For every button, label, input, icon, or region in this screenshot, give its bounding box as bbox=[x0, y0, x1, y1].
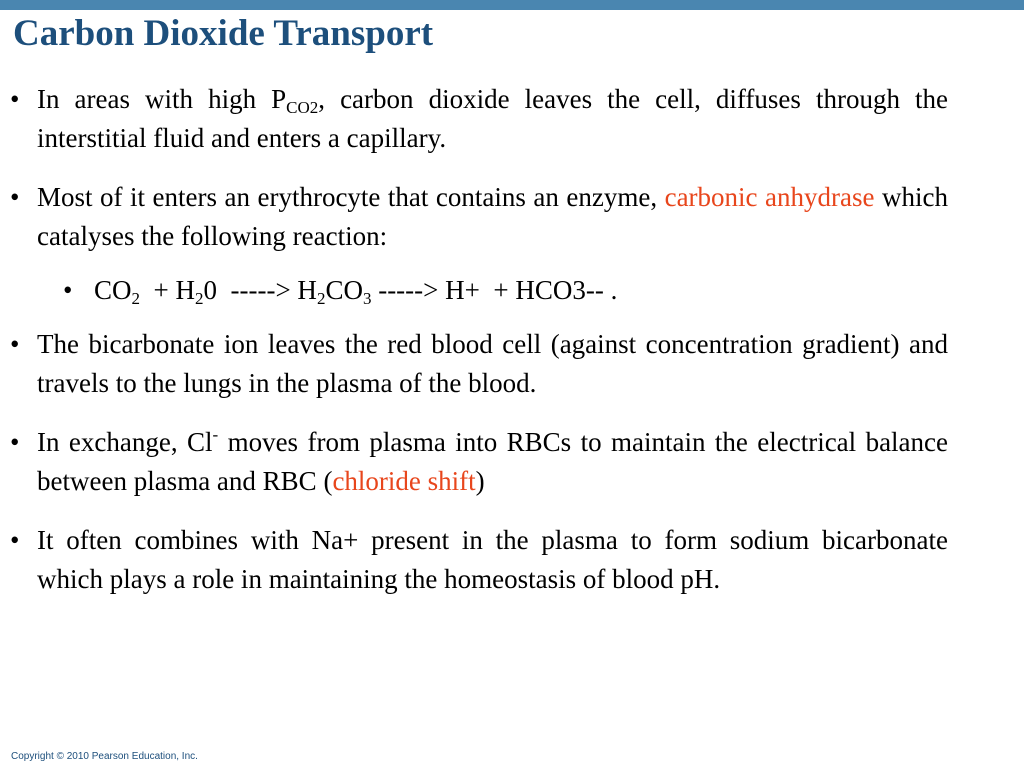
bullet-text: In areas with high P bbox=[37, 84, 287, 114]
equation-text: -----> H+ + HCO3-- . bbox=[371, 275, 618, 305]
bullet-text: moves from plasma into RBCs to maintain the electrical balance between plasma and RBC ( bbox=[37, 427, 949, 496]
bullet-text: It often combines with Na+ present in the plasma to form sodium bicarbonate which plays a role in maintaining the homeostasis of blood pH. bbox=[37, 525, 948, 594]
bullet-text: which catalyses the following reaction: bbox=[37, 182, 948, 251]
bullet-dot: • bbox=[10, 182, 20, 212]
bullet-item bbox=[10, 178, 948, 256]
equation-text: CO bbox=[94, 275, 132, 305]
bullet-dot: • bbox=[10, 329, 20, 359]
top-accent-bar bbox=[0, 0, 1024, 10]
subscript-text: 2 bbox=[316, 289, 326, 308]
bullet-dot: • bbox=[10, 84, 20, 114]
bullet-dot: • bbox=[63, 275, 73, 305]
bullet-dot: • bbox=[10, 525, 20, 555]
slide-content bbox=[10, 80, 948, 599]
copyright-notice: Copyright © 2010 Pearson Education, Inc. bbox=[11, 751, 198, 762]
bullet-text: Most of it enters an erythrocyte that contains an enzyme, bbox=[37, 182, 665, 212]
highlight-term: chloride shift bbox=[332, 466, 476, 496]
sub-bullet-equation bbox=[10, 271, 948, 310]
bullet-text: The bicarbonate ion leaves the red blood cell (against concentration gradient) and travels to the lungs in the plasma of the blood. bbox=[37, 329, 948, 398]
superscript-text: - bbox=[212, 425, 219, 444]
subscript-text: 2 bbox=[195, 289, 204, 308]
subscript-text: 2 bbox=[131, 289, 141, 308]
equation-text: CO bbox=[325, 275, 363, 305]
bullet-text: In exchange, Cl bbox=[37, 427, 213, 457]
equation-text: + H bbox=[140, 275, 195, 305]
subscript-text: CO2 bbox=[286, 98, 319, 117]
highlight-term: carbonic anhydrase bbox=[664, 182, 875, 212]
equation-line bbox=[94, 275, 618, 308]
bullet-text: ) bbox=[475, 466, 485, 496]
bullet-item bbox=[10, 80, 948, 158]
bullet-item bbox=[10, 325, 948, 403]
bullet-dot: • bbox=[10, 427, 20, 457]
slide-title: Carbon Dioxide Transport bbox=[13, 13, 434, 54]
bullet-text: , carbon dioxide leaves the cell, diffuses through the interstitial fluid and enters a capillary. bbox=[37, 84, 948, 153]
bullet-item bbox=[10, 521, 948, 599]
equation-text: 0 -----> H bbox=[203, 275, 317, 305]
subscript-text: 3 bbox=[362, 289, 372, 308]
bullet-item bbox=[10, 423, 948, 501]
